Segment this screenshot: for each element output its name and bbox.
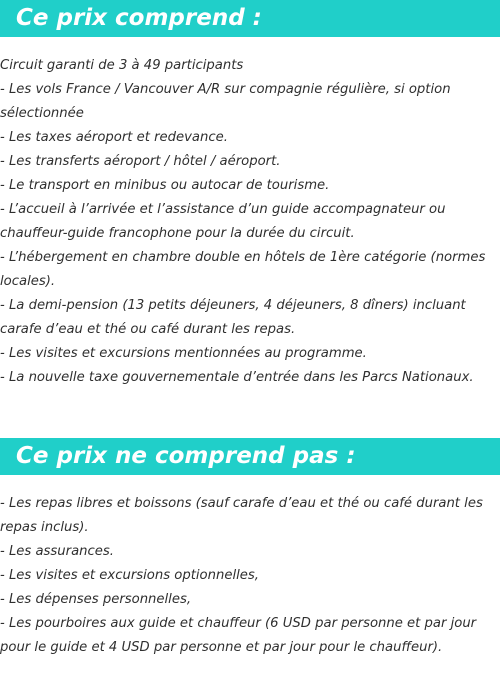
- list-item: - Les taxes aéroport et redevance.: [0, 130, 228, 145]
- list-item: - L’hébergement en chambre double en hôtels de 1ère catégorie (normes locales).: [0, 250, 486, 289]
- list-item: - La demi-pension (13 petits déjeuners, 4 déjeuners, 8 dîners) incluant carafe d’eau et thé ou café durant les repas.: [0, 298, 466, 337]
- list-item: - Les pourboires aux guide et chauffeur (6 USD par personne et par jour pour le guide et 4 USD par personne et par jour pour le chauffeur).: [0, 616, 477, 655]
- list-item: - Les dépenses personnelles,: [0, 592, 192, 607]
- list-item: - Les transferts aéroport / hôtel / aéroport.: [0, 154, 281, 169]
- list-item: Circuit garanti de 3 à 49 participants: [0, 58, 244, 73]
- list-item: - La nouvelle taxe gouvernementale d’entrée dans les Parcs Nationaux.: [0, 370, 474, 385]
- excluded-items-list: [0, 492, 500, 660]
- included-items-list: [0, 54, 500, 390]
- list-item: - Les vols France / Vancouver A/R sur compagnie régulière, si option sélectionnée: [0, 82, 451, 121]
- list-item: - Le transport en minibus ou autocar de tourisme.: [0, 178, 330, 193]
- list-item: - Les visites et excursions optionnelles,: [0, 568, 259, 583]
- list-item: - L’accueil à l’arrivée et l’assistance d’un guide accompagnateur ou chauffeur-guide francophone pour la durée du circuit.: [0, 202, 446, 241]
- list-item: - Les assurances.: [0, 544, 114, 559]
- list-item: - Les repas libres et boissons (sauf carafe d’eau et thé ou café durant les repas inclus).: [0, 496, 483, 535]
- section-header-includes: Ce prix comprend :: [0, 0, 500, 37]
- section-header-excludes: Ce prix ne comprend pas :: [0, 438, 500, 475]
- list-item: - Les visites et excursions mentionnées au programme.: [0, 346, 367, 361]
